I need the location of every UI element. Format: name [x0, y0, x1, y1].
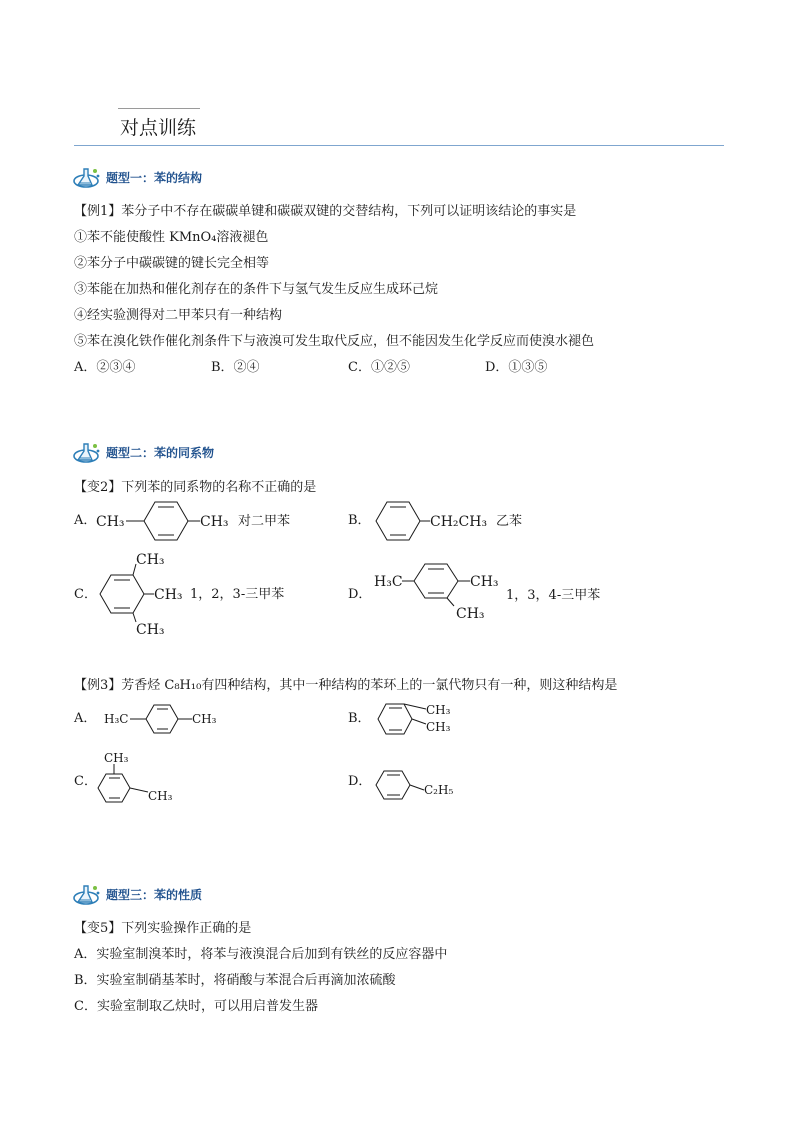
q2-b-group: CH₂CH₃: [430, 514, 488, 530]
q2-option-c-letter: C．: [74, 587, 97, 602]
q2-option-a-letter: A．: [74, 513, 97, 528]
q2-option-a-structure: [96, 498, 296, 544]
q1-fact-1: ①苯不能使酸性 KMnO₄溶液褪色: [74, 230, 269, 245]
q3-option-b-letter: B．: [348, 711, 371, 726]
q5-option-b: B．实验室制硝基苯时，将硝酸与苯混合后再滴加浓硫酸: [74, 973, 396, 988]
q1-fact-2: ②苯分子中碳碳键的键长完全相等: [74, 256, 270, 271]
q3-stem: 【例3】芳香烃 C₈H₁₀有四种结构，其中一种结构的苯环上的一氯代物只有一种，则这种结构是: [74, 678, 618, 693]
q1-stem: 【例1】苯分子中不存在碳碳单键和碳碳双键的交替结构，下列可以证明该结论的事实是: [74, 204, 577, 219]
flask-icon: [72, 441, 102, 465]
q2-c-group-bottom: CH₃: [136, 622, 165, 638]
q1-fact-3: ③苯能在加热和催化剂存在的条件下与氢气发生反应生成环己烷: [74, 282, 439, 297]
q2-c-name: 1，2，3-三甲苯: [190, 587, 285, 602]
q3-option-d-structure: [374, 768, 484, 806]
q3-b-group-bottom: CH₃: [426, 720, 451, 734]
q5-option-c: C．实验室制取乙炔时，可以用启普发生器: [74, 999, 318, 1014]
q2-a-group-right: CH₃: [200, 514, 229, 530]
q5-option-a: A．实验室制溴苯时，将苯与液溴混合后加到有铁丝的反应容器中: [74, 947, 448, 962]
q1-option-c: C．①②⑤: [348, 360, 410, 375]
q3-option-a-letter: A．: [74, 711, 97, 726]
q2-option-b-letter: B．: [348, 513, 371, 528]
section-header-1: [72, 166, 102, 194]
q2-stem: 【变2】下列苯的同系物的名称不正确的是: [74, 480, 317, 495]
q3-option-b-structure: [376, 700, 476, 742]
q1-fact-5: ⑤苯在溴化铁作催化剂条件下与液溴可发生取代反应，但不能因发生化学反应而使溴水褪色: [74, 334, 595, 349]
q5-stem: 【变5】下列实验操作正确的是: [74, 921, 252, 936]
header-rule: [74, 145, 724, 146]
q3-b-group-top: CH₃: [426, 703, 451, 717]
q2-d-group-bottom: CH₃: [456, 606, 485, 622]
q3-c-group-right: CH₃: [148, 789, 173, 803]
q3-option-c-structure: [96, 748, 216, 812]
header-rule-short: [118, 108, 200, 109]
q3-option-c-letter: C．: [74, 774, 97, 789]
page-title: 对点训练: [120, 117, 197, 139]
flask-icon: [72, 883, 102, 907]
q2-option-b-structure: [372, 498, 552, 544]
q2-option-c-structure: [96, 548, 306, 640]
section-title-3: 题型三：苯的性质: [106, 888, 203, 902]
q2-a-name: 对二甲苯: [238, 514, 291, 529]
q1-option-b: B．②④: [211, 360, 260, 375]
section-title-2: 题型二：苯的同系物: [106, 446, 215, 460]
flask-icon: [72, 166, 102, 190]
q3-option-d-letter: D．: [348, 774, 372, 789]
q2-option-d-structure: [374, 562, 614, 624]
q3-a-group-right: CH₃: [192, 712, 217, 726]
q2-d-group-right: CH₃: [470, 574, 499, 590]
q2-option-d-letter: D．: [348, 587, 372, 602]
q3-option-a-structure: [104, 703, 244, 737]
q2-a-group-left: CH₃: [96, 514, 125, 530]
section-header-2: [72, 441, 102, 469]
q3-a-group-left: H₃C: [104, 712, 129, 726]
q3-c-group-top: CH₃: [104, 751, 129, 765]
q2-c-group-right: CH₃: [154, 587, 183, 603]
q2-b-name: 乙苯: [496, 514, 523, 529]
q3-d-group: C₂H₅: [424, 783, 454, 797]
q2-d-name: 1，3，4-三甲苯: [506, 588, 601, 603]
q2-d-group-left: H₃C: [374, 574, 403, 590]
section-title-1: 题型一：苯的结构: [106, 171, 203, 185]
q1-option-d: D．①③⑤: [485, 360, 548, 375]
q1-option-a: A．②③④: [74, 360, 136, 375]
q1-fact-4: ④经实验测得对二甲苯只有一种结构: [74, 308, 283, 323]
section-header-3: [72, 883, 102, 911]
q2-c-group-top: CH₃: [136, 552, 165, 568]
